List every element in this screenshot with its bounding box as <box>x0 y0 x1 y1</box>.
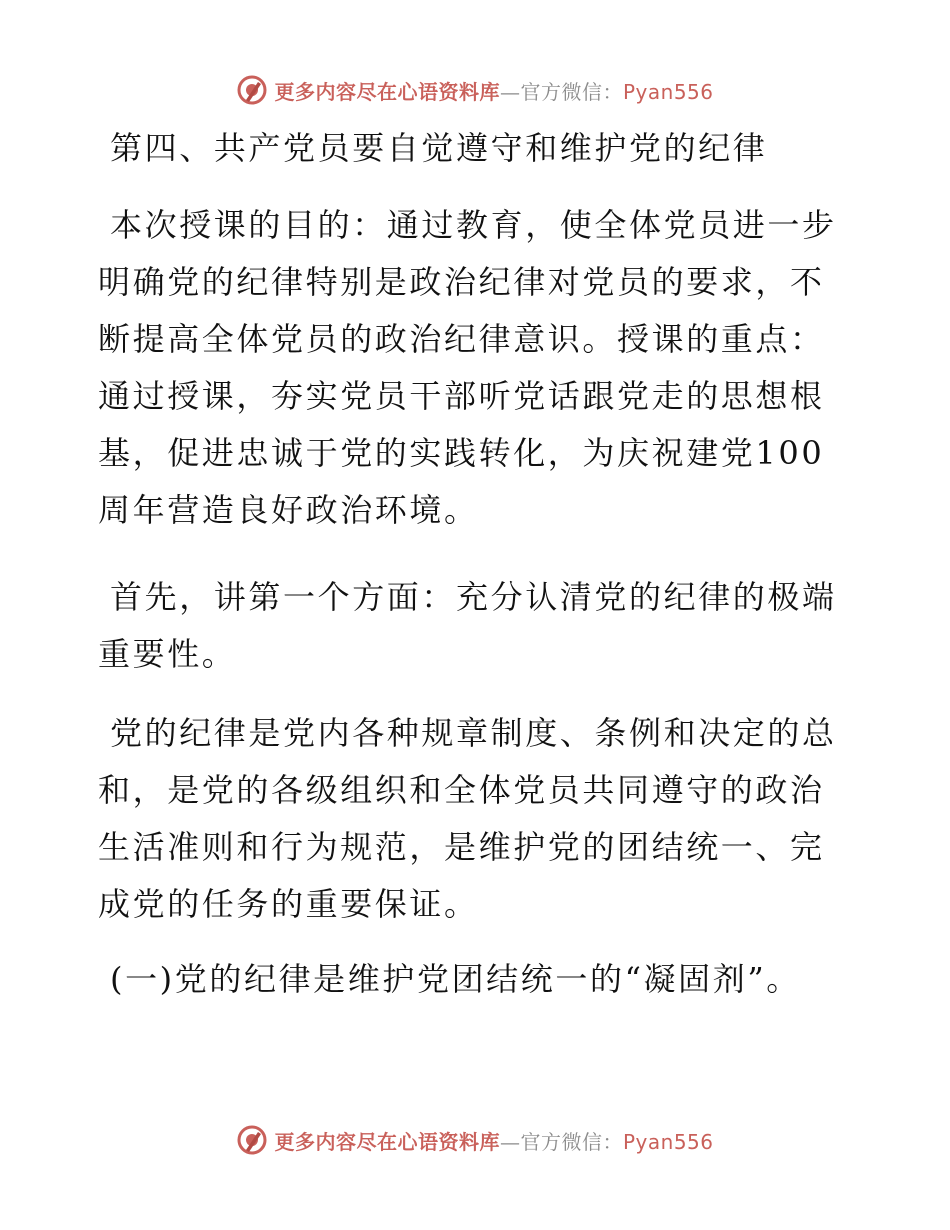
watermark-text: 更多内容尽在心语资料库—官方微信：Pyan556 <box>274 79 714 104</box>
document-body <box>98 120 850 1008</box>
section-heading: 第四、共产党员要自觉遵守和维护党的纪律 <box>110 129 768 167</box>
pen-logo-icon <box>236 1124 268 1156</box>
paragraph: (一)党的纪律是维护党团结统一的“凝固剂”。 <box>110 960 801 998</box>
paragraph: 首先，讲第一个方面：充分认清党的纪律的极端重要性。 <box>98 578 837 673</box>
footer-watermark <box>0 1120 950 1160</box>
watermark-text: 更多内容尽在心语资料库—官方微信：Pyan556 <box>274 1129 714 1154</box>
paragraph: 党的纪律是党内各种规章制度、条例和决定的总和，是党的各级组织和全体党员共同遵守的政治生活准则和行为规范，是维护党的团结统一、完成党的任务的重要保证。 <box>98 714 837 923</box>
header-watermark <box>0 70 950 110</box>
pen-logo-icon <box>236 74 268 106</box>
paragraph: 本次授课的目的：通过教育，使全体党员进一步明确党的纪律特别是政治纪律对党员的要求，不断提高全体党员的政治纪律意识。授课的重点：通过授课，夯实党员干部听党话跟党走的思想根基，促进忠诚于党的实践转化，为庆祝建党100周年营造良好政治环境。 <box>98 206 837 529</box>
